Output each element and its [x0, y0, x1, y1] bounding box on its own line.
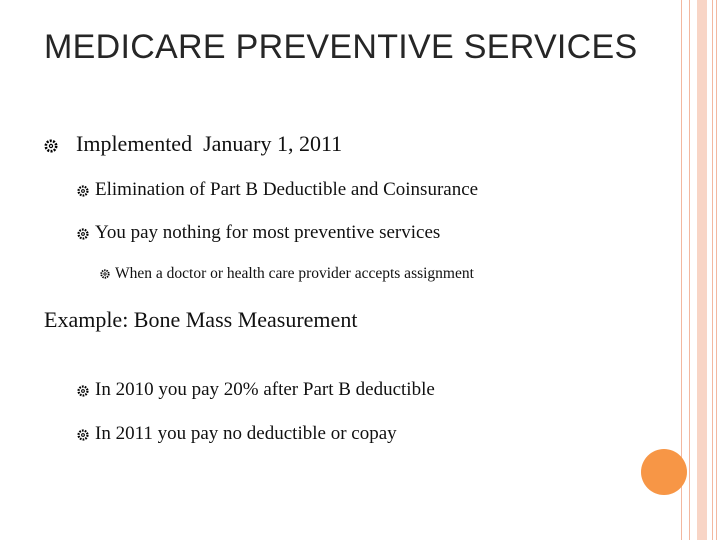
decor-circle	[641, 449, 687, 495]
sub-bullet-you-pay	[77, 222, 440, 244]
gear-bullet-icon	[77, 185, 89, 197]
example-bullet-text: In 2010 you pay 20% after Part B deductible	[95, 379, 435, 400]
decor-line	[689, 0, 690, 540]
gear-bullet-icon	[77, 228, 89, 240]
bullet-implemented	[44, 131, 342, 157]
decor-line	[716, 0, 717, 540]
bullet-text: Implemented January 1, 2011	[76, 131, 343, 156]
sub-sub-bullet-assignment	[100, 265, 474, 283]
gear-bullet-icon	[44, 139, 58, 153]
example-bullet-2011	[77, 423, 397, 445]
decor-line	[712, 0, 713, 540]
gear-bullet-icon	[100, 269, 110, 279]
sub-sub-bullet-text: When a doctor or health care provider accepts assignment	[115, 265, 474, 282]
example-bullet-text: In 2011 you pay no deductible or copay	[95, 423, 397, 444]
gear-bullet-icon	[77, 429, 89, 441]
sub-bullet-text: You pay nothing for most preventive services	[95, 222, 441, 243]
example-bullet-2010	[77, 379, 435, 401]
example-heading: Example: Bone Mass Measurement	[44, 307, 358, 332]
sub-bullet-elimination	[77, 179, 478, 201]
sub-bullet-text: Elimination of Part B Deductible and Coinsurance	[95, 179, 479, 200]
slide-title: MEDICARE PREVENTIVE SERVICES	[44, 28, 638, 66]
decor-bar	[697, 0, 707, 540]
gear-bullet-icon	[77, 385, 89, 397]
